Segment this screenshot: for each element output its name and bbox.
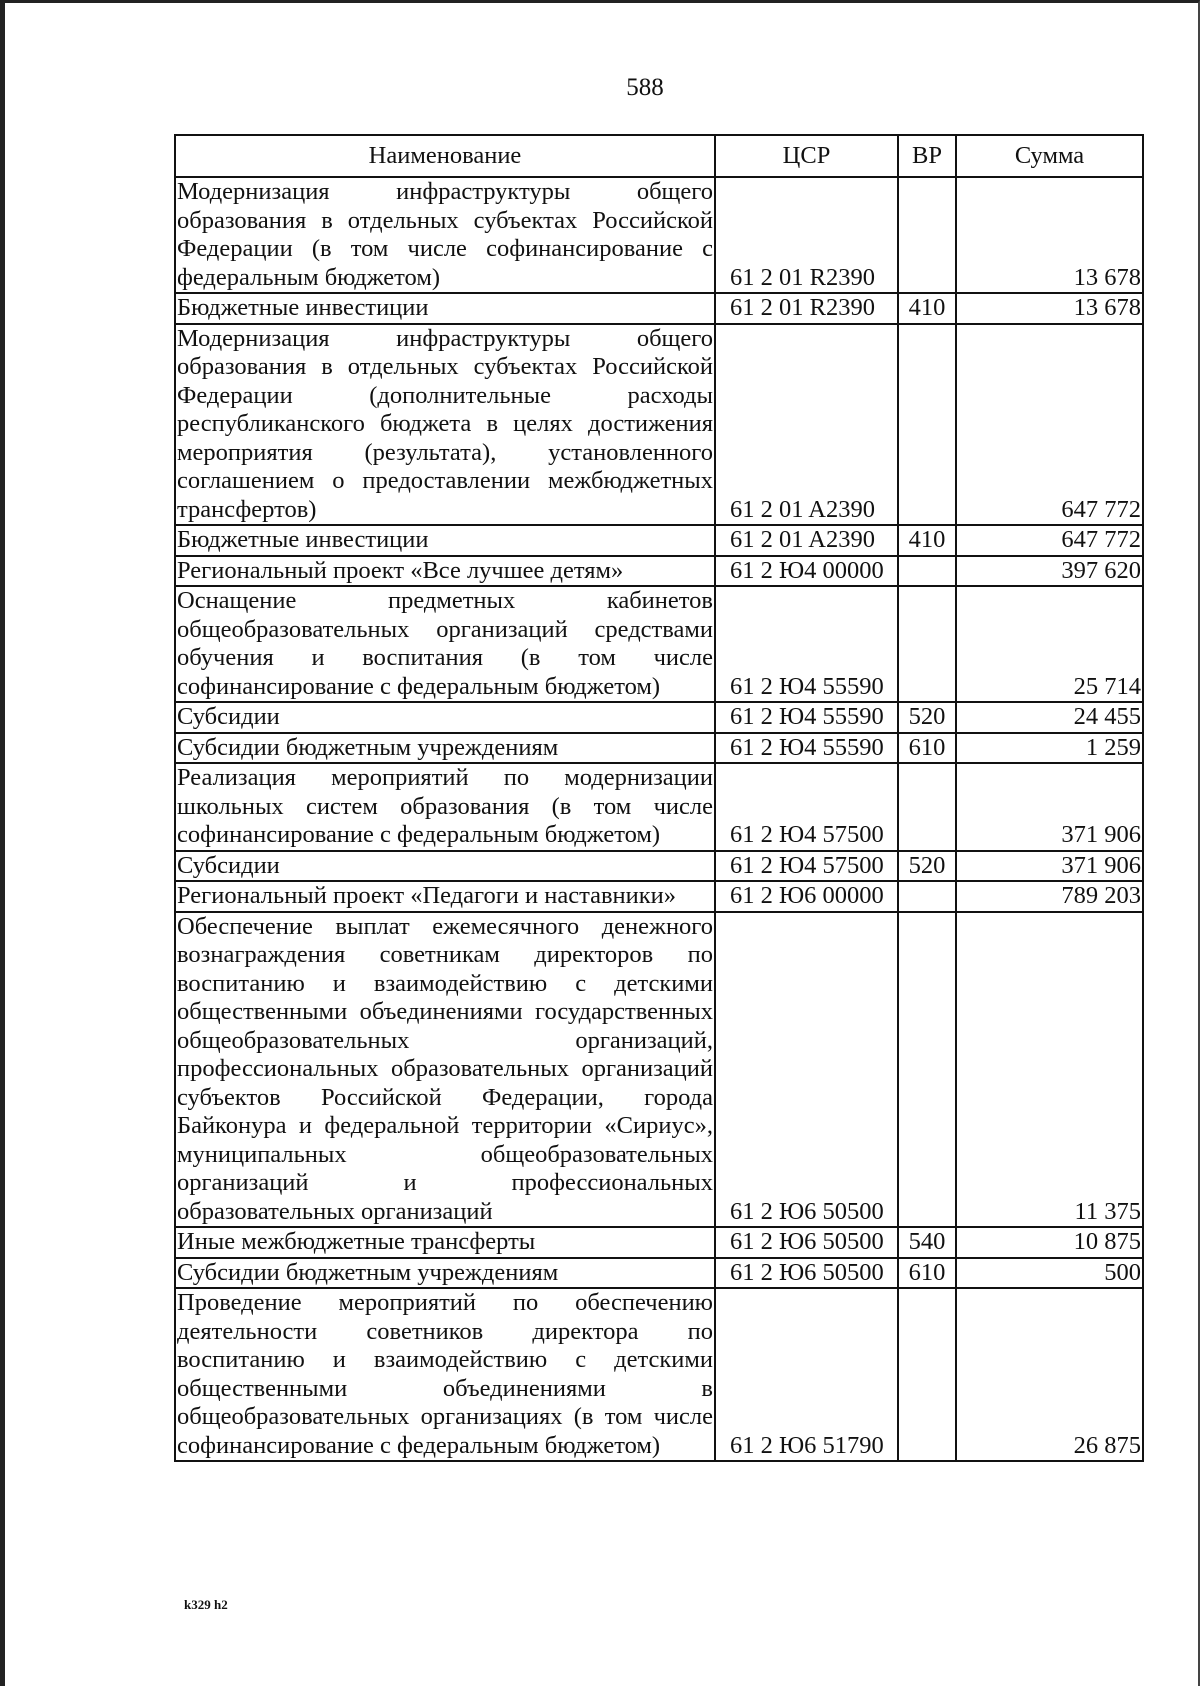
- row-name-cell: Модернизация инфраструктуры общего образования в отдельных субъектах Российской Федерации (дополнительные расходы республиканского бюджета в целях достижения мероприятия (результата), установленного соглашением о предоставлении межбюджетных трансфертов): [175, 324, 715, 526]
- row-csr-cell: 61 2 Ю4 55590: [715, 702, 898, 733]
- row-vr-cell: [898, 881, 956, 912]
- row-name-cell: Бюджетные инвестиции: [175, 525, 715, 556]
- row-sum-cell: 371 906: [956, 763, 1143, 851]
- row-name-cell: Оснащение предметных кабинетов общеобразовательных организаций средствами обучения и воспитания (в том числе софинансирование с федеральным бюджетом): [175, 586, 715, 702]
- footer-code: k329 h2: [184, 1597, 228, 1612]
- row-sum-cell: 500: [956, 1258, 1143, 1289]
- row-vr-cell: 540: [898, 1227, 956, 1258]
- table-body: [175, 177, 1143, 1461]
- row-csr-cell: 61 2 Ю6 00000: [715, 881, 898, 912]
- table-row: [175, 912, 1143, 1228]
- row-csr-cell: 61 2 Ю4 57500: [715, 763, 898, 851]
- row-name-cell: Субсидии бюджетным учреждениям: [175, 1258, 715, 1289]
- row-name-cell: Субсидии бюджетным учреждениям: [175, 733, 715, 764]
- row-sum-cell: 647 772: [956, 324, 1143, 526]
- row-sum-cell: 26 875: [956, 1288, 1143, 1461]
- budget-table: [174, 134, 1144, 1462]
- row-sum-cell: 789 203: [956, 881, 1143, 912]
- row-csr-cell: 61 2 Ю4 55590: [715, 586, 898, 702]
- table-row: [175, 556, 1143, 587]
- row-csr-cell: 61 2 01 A2390: [715, 324, 898, 526]
- table-row: [175, 1288, 1143, 1461]
- row-vr-cell: [898, 763, 956, 851]
- row-name-cell: Иные межбюджетные трансферты: [175, 1227, 715, 1258]
- row-csr-cell: 61 2 Ю4 57500: [715, 851, 898, 882]
- row-name-cell: Региональный проект «Все лучшее детям»: [175, 556, 715, 587]
- header-sum: Сумма: [956, 135, 1143, 177]
- row-csr-cell: 61 2 Ю4 55590: [715, 733, 898, 764]
- row-name-cell: Обеспечение выплат ежемесячного денежного вознаграждения советникам директоров по воспитанию и взаимодействию с детскими общественными объединениями государственных общеобразовательных организаций, профессиональных образовательных организаций субъектов Российской Федерации, города Байконура и федеральной территории «Сириус», муниципальных общеобразовательных организаций и профессиональных образовательных организаций: [175, 912, 715, 1228]
- table-row: [175, 177, 1143, 293]
- table-row: [175, 525, 1143, 556]
- table-row: [175, 881, 1143, 912]
- row-sum-cell: 13 678: [956, 293, 1143, 324]
- row-vr-cell: 610: [898, 733, 956, 764]
- table-row: [175, 851, 1143, 882]
- row-name-cell: Бюджетные инвестиции: [175, 293, 715, 324]
- row-vr-cell: [898, 556, 956, 587]
- row-vr-cell: [898, 586, 956, 702]
- row-vr-cell: [898, 1288, 956, 1461]
- table-header-row: [175, 135, 1143, 177]
- row-vr-cell: [898, 324, 956, 526]
- table-row: [175, 1258, 1143, 1289]
- row-name-cell: Модернизация инфраструктуры общего образования в отдельных субъектах Российской Федерации (в том числе софинансирование с федеральным бюджетом): [175, 177, 715, 293]
- table-row: [175, 702, 1143, 733]
- table-row: [175, 293, 1143, 324]
- row-vr-cell: 520: [898, 851, 956, 882]
- row-csr-cell: 61 2 Ю6 51790: [715, 1288, 898, 1461]
- row-name-cell: Реализация мероприятий по модернизации школьных систем образования (в том числе софинансирование с федеральным бюджетом): [175, 763, 715, 851]
- row-vr-cell: [898, 177, 956, 293]
- row-vr-cell: [898, 912, 956, 1228]
- row-vr-cell: 410: [898, 293, 956, 324]
- row-vr-cell: 610: [898, 1258, 956, 1289]
- row-csr-cell: 61 2 Ю4 00000: [715, 556, 898, 587]
- header-vr: ВР: [898, 135, 956, 177]
- row-csr-cell: 61 2 01 A2390: [715, 525, 898, 556]
- row-sum-cell: 647 772: [956, 525, 1143, 556]
- table-row: [175, 763, 1143, 851]
- row-sum-cell: 11 375: [956, 912, 1143, 1228]
- table-row: [175, 1227, 1143, 1258]
- row-csr-cell: 61 2 Ю6 50500: [715, 1258, 898, 1289]
- row-csr-cell: 61 2 Ю6 50500: [715, 1227, 898, 1258]
- row-vr-cell: 410: [898, 525, 956, 556]
- page-number: 588: [626, 74, 664, 101]
- table-row: [175, 324, 1143, 526]
- row-sum-cell: 371 906: [956, 851, 1143, 882]
- row-csr-cell: 61 2 01 R2390: [715, 293, 898, 324]
- row-name-cell: Субсидии: [175, 851, 715, 882]
- row-sum-cell: 10 875: [956, 1227, 1143, 1258]
- row-csr-cell: 61 2 Ю6 50500: [715, 912, 898, 1228]
- row-sum-cell: 24 455: [956, 702, 1143, 733]
- row-name-cell: Проведение мероприятий по обеспечению деятельности советников директора по воспитанию и взаимодействию с детскими общественными объединениями в общеобразовательных организациях (в том числе софинансирование с федеральным бюджетом): [175, 1288, 715, 1461]
- row-sum-cell: 1 259: [956, 733, 1143, 764]
- row-sum-cell: 25 714: [956, 586, 1143, 702]
- row-csr-cell: 61 2 01 R2390: [715, 177, 898, 293]
- table-row: [175, 586, 1143, 702]
- table-row: [175, 733, 1143, 764]
- row-sum-cell: 397 620: [956, 556, 1143, 587]
- header-name: Наименование: [175, 135, 715, 177]
- row-sum-cell: 13 678: [956, 177, 1143, 293]
- row-name-cell: Субсидии: [175, 702, 715, 733]
- header-csr: ЦСР: [715, 135, 898, 177]
- row-vr-cell: 520: [898, 702, 956, 733]
- row-name-cell: Региональный проект «Педагоги и наставники»: [175, 881, 715, 912]
